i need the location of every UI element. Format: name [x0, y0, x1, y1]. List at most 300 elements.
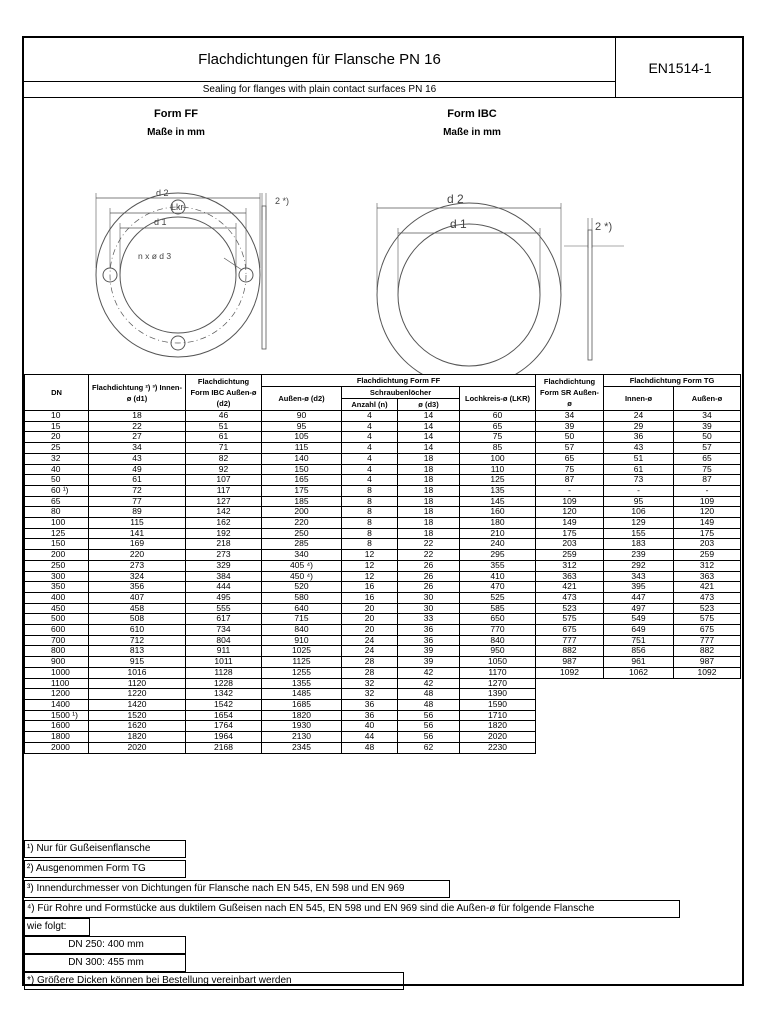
standard-code: EN1514-1 — [616, 38, 744, 98]
ibc-thickness-label: 2 *) — [595, 221, 613, 233]
table-cell: 520 — [262, 582, 342, 593]
gasket-dimensions-table — [24, 374, 741, 754]
table-cell: 26 — [398, 582, 460, 593]
table-cell: 575 — [674, 614, 741, 625]
note-4: ⁴) Für Rohre und Formstücke aus duktilem Gußeisen nach EN 545, EN 598 und EN 969 sind die Außen-ø für folgende Flansche — [24, 900, 680, 918]
page-title: Flachdichtungen für Flansche PN 16 — [24, 38, 616, 82]
table-cell: 30 — [398, 592, 460, 603]
table-cell: 95 — [262, 421, 342, 432]
table-cell: 8 — [342, 528, 398, 539]
table-cell: 180 — [460, 518, 536, 529]
form-ff-units: Maße in mm — [147, 127, 205, 138]
table-cell: 813 — [89, 646, 186, 657]
table-cell: 36 — [398, 625, 460, 636]
table-cell: 75 — [536, 464, 604, 475]
table-cell: 4 — [342, 464, 398, 475]
table-cell: 405 ⁴) — [262, 560, 342, 571]
table-cell: 117 — [186, 485, 262, 496]
table-cell: 149 — [674, 518, 741, 529]
table-cell: 24 — [604, 411, 674, 422]
table-cell: 1000 — [25, 667, 89, 678]
table-cell: 2230 — [460, 742, 536, 753]
table-row — [25, 689, 741, 700]
table-cell: 30 — [398, 603, 460, 614]
table-row — [25, 475, 741, 486]
table-cell: 200 — [262, 507, 342, 518]
table-cell: 16 — [342, 582, 398, 593]
table-row — [25, 485, 741, 496]
table-cell: 840 — [262, 625, 342, 636]
table-cell: 149 — [536, 518, 604, 529]
table-cell: 525 — [460, 592, 536, 603]
table-cell: 24 — [342, 635, 398, 646]
table-cell: 4 — [342, 443, 398, 454]
table-cell: 145 — [460, 496, 536, 507]
table-cell: 407 — [89, 592, 186, 603]
ibc-d1-label: d 1 — [450, 217, 467, 231]
table-cell: 36 — [342, 699, 398, 710]
table-cell: 48 — [398, 689, 460, 700]
table-cell: 28 — [342, 657, 398, 668]
table-cell: 27 — [89, 432, 186, 443]
table-cell: 34 — [89, 443, 186, 454]
form-ibc-title: Form IBC — [447, 108, 497, 120]
table-cell: 804 — [186, 635, 262, 646]
table-cell: 500 — [25, 614, 89, 625]
table-cell: 22 — [398, 550, 460, 561]
table-cell: 120 — [536, 507, 604, 518]
table-cell: 220 — [89, 550, 186, 561]
table-cell: - — [604, 485, 674, 496]
table-cell: 250 — [25, 560, 89, 571]
table-cell: 25 — [25, 443, 89, 454]
table-row — [25, 678, 741, 689]
table-cell — [536, 699, 604, 710]
table-cell: 165 — [262, 475, 342, 486]
table-cell — [536, 689, 604, 700]
table-cell: 61 — [604, 464, 674, 475]
table-cell: 1964 — [186, 732, 262, 743]
table-cell: 22 — [398, 539, 460, 550]
table-cell: 26 — [398, 560, 460, 571]
col-innen: Flachdichtung ²) ³) Innen-ø (d1) — [89, 375, 186, 411]
table-row — [25, 614, 741, 625]
table-cell: 115 — [89, 518, 186, 529]
table-cell: 363 — [674, 571, 741, 582]
table-cell: 649 — [604, 625, 674, 636]
table-cell: 734 — [186, 625, 262, 636]
table-cell: 712 — [89, 635, 186, 646]
table-cell: 75 — [460, 432, 536, 443]
table-cell: 82 — [186, 453, 262, 464]
table-cell: 1025 — [262, 646, 342, 657]
table-cell: 192 — [186, 528, 262, 539]
table-cell: 106 — [604, 507, 674, 518]
table-cell: 18 — [398, 496, 460, 507]
table-cell: 915 — [89, 657, 186, 668]
table-cell: 1590 — [460, 699, 536, 710]
table-cell: 1420 — [89, 699, 186, 710]
table-cell: 51 — [604, 453, 674, 464]
table-cell: 987 — [536, 657, 604, 668]
ff-holes-label: n x ø d 3 — [138, 251, 172, 261]
table-cell: 203 — [536, 539, 604, 550]
table-cell: 450 — [25, 603, 89, 614]
table-row — [25, 432, 741, 443]
table-cell: 175 — [262, 485, 342, 496]
table-row — [25, 592, 741, 603]
table-cell: 56 — [398, 721, 460, 732]
table-cell: 961 — [604, 657, 674, 668]
table-cell — [536, 742, 604, 753]
table-cell: 1220 — [89, 689, 186, 700]
table-cell: 210 — [460, 528, 536, 539]
table-cell: 77 — [89, 496, 186, 507]
table-cell: 640 — [262, 603, 342, 614]
table-cell: 175 — [536, 528, 604, 539]
table-cell: 100 — [25, 518, 89, 529]
table-cell: 65 — [536, 453, 604, 464]
table-cell: 1200 — [25, 689, 89, 700]
table-row — [25, 582, 741, 593]
table-cell: 1485 — [262, 689, 342, 700]
table-cell: 4 — [342, 475, 398, 486]
table-cell: 350 — [25, 582, 89, 593]
table-cell: 497 — [604, 603, 674, 614]
table-cell: 910 — [262, 635, 342, 646]
table-cell: 80 — [25, 507, 89, 518]
table-row — [25, 699, 741, 710]
table-cell: 29 — [604, 421, 674, 432]
form-ibc-units: Maße in mm — [443, 127, 501, 138]
datasheet — [22, 36, 744, 986]
table-cell: 90 — [262, 411, 342, 422]
col-dn: DN — [25, 375, 89, 411]
table-cell: 8 — [342, 496, 398, 507]
table-cell: 575 — [536, 614, 604, 625]
table-cell: 22 — [89, 421, 186, 432]
table-cell: 1062 — [604, 667, 674, 678]
table-cell: 109 — [674, 496, 741, 507]
table-cell: - — [536, 485, 604, 496]
table-cell: 324 — [89, 571, 186, 582]
table-cell: 1255 — [262, 667, 342, 678]
table-cell: 300 — [25, 571, 89, 582]
table-cell: 523 — [674, 603, 741, 614]
table-cell: 65 — [460, 421, 536, 432]
gasket-drawings — [24, 98, 744, 374]
table-cell: 20 — [342, 625, 398, 636]
table-cell: 200 — [25, 550, 89, 561]
table-cell: 650 — [460, 614, 536, 625]
table-cell: 1764 — [186, 721, 262, 732]
table-cell: 312 — [674, 560, 741, 571]
col-ibc: Flachdichtung Form IBC Außen-ø (d2) — [186, 375, 262, 411]
table-row — [25, 571, 741, 582]
table-cell: 400 — [25, 592, 89, 603]
table-cell: 421 — [536, 582, 604, 593]
table-cell: 73 — [604, 475, 674, 486]
table-cell: 770 — [460, 625, 536, 636]
table-cell: 1016 — [89, 667, 186, 678]
table-cell: 259 — [536, 550, 604, 561]
table-cell: 343 — [604, 571, 674, 582]
table-cell: 15 — [25, 421, 89, 432]
table-cell: 14 — [398, 421, 460, 432]
table-cell: 20 — [342, 603, 398, 614]
table-cell: 1820 — [262, 710, 342, 721]
table-cell: 285 — [262, 539, 342, 550]
table-cell: 32 — [25, 453, 89, 464]
table-cell: 36 — [398, 635, 460, 646]
ff-d2-label: d 2 — [156, 188, 169, 198]
table-cell — [604, 710, 674, 721]
table-cell: 1600 — [25, 721, 89, 732]
table-cell: 51 — [186, 421, 262, 432]
table-row — [25, 411, 741, 422]
table-row — [25, 657, 741, 668]
table-cell: 107 — [186, 475, 262, 486]
note-2: ²) Ausgenommen Form TG — [24, 860, 186, 878]
table-row — [25, 646, 741, 657]
table-cell: 1120 — [89, 678, 186, 689]
ff-thickness-label: 2 *) — [275, 196, 290, 206]
table-cell: 882 — [674, 646, 741, 657]
table-cell: 26 — [398, 571, 460, 582]
table-cell: 39 — [674, 421, 741, 432]
page-subtitle: Sealing for flanges with plain contact surfaces PN 16 — [24, 82, 616, 98]
table-cell: 60 — [460, 411, 536, 422]
col-d3: ø (d3) — [398, 399, 460, 411]
table-cell: 42 — [398, 678, 460, 689]
table-cell: 1342 — [186, 689, 262, 700]
table-cell: 523 — [536, 603, 604, 614]
ibc-d2-label: d 2 — [447, 192, 464, 206]
table-row — [25, 560, 741, 571]
table-cell: 800 — [25, 646, 89, 657]
table-cell: 1654 — [186, 710, 262, 721]
table-cell: 24 — [342, 646, 398, 657]
table-row — [25, 496, 741, 507]
table-cell: 160 — [460, 507, 536, 518]
table-cell: 16 — [342, 592, 398, 603]
table-row — [25, 732, 741, 743]
table-cell: 1620 — [89, 721, 186, 732]
table-cell: 340 — [262, 550, 342, 561]
ff-lkr-label: Lkr — [171, 202, 184, 212]
note-4-dn250: DN 250: 400 mm — [24, 936, 186, 954]
table-cell: 100 — [460, 453, 536, 464]
table-cell — [536, 678, 604, 689]
table-cell: 95 — [604, 496, 674, 507]
table-cell: 36 — [342, 710, 398, 721]
table-cell: 312 — [536, 560, 604, 571]
form-ff-drawing — [96, 193, 266, 357]
table-cell: 4 — [342, 411, 398, 422]
table-cell: 127 — [186, 496, 262, 507]
table-cell: 473 — [536, 592, 604, 603]
table-cell — [674, 721, 741, 732]
table-cell: 109 — [536, 496, 604, 507]
table-cell: 1710 — [460, 710, 536, 721]
table-cell: 18 — [398, 507, 460, 518]
table-cell: 751 — [604, 635, 674, 646]
table-cell: 87 — [674, 475, 741, 486]
table-cell: 329 — [186, 560, 262, 571]
table-cell: 610 — [89, 625, 186, 636]
table-row — [25, 507, 741, 518]
table-cell: 20 — [342, 614, 398, 625]
table-cell: 444 — [186, 582, 262, 593]
table-cell: 840 — [460, 635, 536, 646]
form-ff-title: Form FF — [154, 108, 198, 120]
table-cell: 110 — [460, 464, 536, 475]
table-cell: 140 — [262, 453, 342, 464]
table-row — [25, 464, 741, 475]
table-cell: 203 — [674, 539, 741, 550]
table-cell: 4 — [342, 421, 398, 432]
table-cell: 715 — [262, 614, 342, 625]
table-cell: 48 — [398, 699, 460, 710]
table-cell: 61 — [89, 475, 186, 486]
col-sr: Flachdichtung Form SR Außen-ø — [536, 375, 604, 411]
table-cell: 49 — [89, 464, 186, 475]
table-cell: 50 — [536, 432, 604, 443]
table-cell: 60 ¹) — [25, 485, 89, 496]
form-ibc-drawing — [377, 203, 624, 374]
table-cell: 900 — [25, 657, 89, 668]
table-cell: 363 — [536, 571, 604, 582]
table-cell: 1170 — [460, 667, 536, 678]
table-cell: - — [674, 485, 741, 496]
table-cell: 39 — [536, 421, 604, 432]
table-cell: 1011 — [186, 657, 262, 668]
table-cell: 115 — [262, 443, 342, 454]
table-cell — [604, 732, 674, 743]
table-cell — [674, 710, 741, 721]
table-cell: 700 — [25, 635, 89, 646]
table-cell: 259 — [674, 550, 741, 561]
col-ff-aussen: Außen-ø (d2) — [262, 387, 342, 411]
note-1: ¹) Nur für Gußeisenflansche — [24, 840, 186, 858]
figure-area — [24, 98, 744, 374]
table-cell: 18 — [398, 475, 460, 486]
table-cell: 8 — [342, 518, 398, 529]
table-cell: 56 — [398, 732, 460, 743]
table-cell: 12 — [342, 560, 398, 571]
table-cell: 8 — [342, 485, 398, 496]
table-row — [25, 667, 741, 678]
table-row — [25, 603, 741, 614]
table-cell: 356 — [89, 582, 186, 593]
table-cell: 777 — [536, 635, 604, 646]
table-cell: 549 — [604, 614, 674, 625]
table-row — [25, 742, 741, 753]
table-cell: 18 — [398, 528, 460, 539]
table-cell: 12 — [342, 550, 398, 561]
table-cell — [674, 699, 741, 710]
table-row — [25, 635, 741, 646]
table-row — [25, 721, 741, 732]
table-cell: 4 — [342, 432, 398, 443]
table-cell: 1800 — [25, 732, 89, 743]
table-cell: 273 — [186, 550, 262, 561]
note-thickness: *) Größere Dicken können bei Bestellung vereinbart werden — [24, 972, 404, 990]
table-cell — [604, 721, 674, 732]
table-cell: 20 — [25, 432, 89, 443]
table-cell: 1542 — [186, 699, 262, 710]
table-cell: 18 — [398, 485, 460, 496]
table-row — [25, 710, 741, 721]
table-cell: 239 — [604, 550, 674, 561]
table-cell: 450 ⁴) — [262, 571, 342, 582]
table-cell: 65 — [25, 496, 89, 507]
table-cell — [604, 689, 674, 700]
table-cell: 777 — [674, 635, 741, 646]
table-cell: 32 — [342, 678, 398, 689]
table-cell: 125 — [25, 528, 89, 539]
table-row — [25, 421, 741, 432]
table-cell: 987 — [674, 657, 741, 668]
table-cell: 141 — [89, 528, 186, 539]
table-cell: 65 — [674, 453, 741, 464]
table-cell: 2168 — [186, 742, 262, 753]
table-cell: 105 — [262, 432, 342, 443]
table-cell: 28 — [342, 667, 398, 678]
table-cell: 150 — [25, 539, 89, 550]
table-cell: 42 — [398, 667, 460, 678]
table-cell: 92 — [186, 464, 262, 475]
table-cell: 295 — [460, 550, 536, 561]
table-cell: 175 — [674, 528, 741, 539]
table-cell: 71 — [186, 443, 262, 454]
table-cell: 2020 — [460, 732, 536, 743]
table-cell: 40 — [25, 464, 89, 475]
table-cell: 72 — [89, 485, 186, 496]
table-cell: 2130 — [262, 732, 342, 743]
col-ff-group: Flachdichtung Form FF — [262, 375, 536, 387]
table-cell: 495 — [186, 592, 262, 603]
table-cell: 1092 — [674, 667, 741, 678]
table-cell: 10 — [25, 411, 89, 422]
table-cell: 169 — [89, 539, 186, 550]
table-cell: 2020 — [89, 742, 186, 753]
table-cell: 43 — [604, 443, 674, 454]
col-anzahl: Anzahl (n) — [342, 399, 398, 411]
table-cell: 50 — [674, 432, 741, 443]
table-row — [25, 539, 741, 550]
table-cell: 56 — [398, 710, 460, 721]
table-cell: 555 — [186, 603, 262, 614]
table-cell: 1500 ¹) — [25, 710, 89, 721]
table-cell — [604, 699, 674, 710]
table-row — [25, 528, 741, 539]
table-cell: 57 — [674, 443, 741, 454]
table-cell: 150 — [262, 464, 342, 475]
table-cell: 120 — [674, 507, 741, 518]
table-cell: 355 — [460, 560, 536, 571]
table-cell: 1820 — [89, 732, 186, 743]
table-cell: 32 — [342, 689, 398, 700]
table-cell: 585 — [460, 603, 536, 614]
table-cell: 1128 — [186, 667, 262, 678]
table-cell: 135 — [460, 485, 536, 496]
table-cell: 14 — [398, 432, 460, 443]
table-cell: 87 — [536, 475, 604, 486]
table-cell: 240 — [460, 539, 536, 550]
table-cell: 129 — [604, 518, 674, 529]
table-cell: 617 — [186, 614, 262, 625]
